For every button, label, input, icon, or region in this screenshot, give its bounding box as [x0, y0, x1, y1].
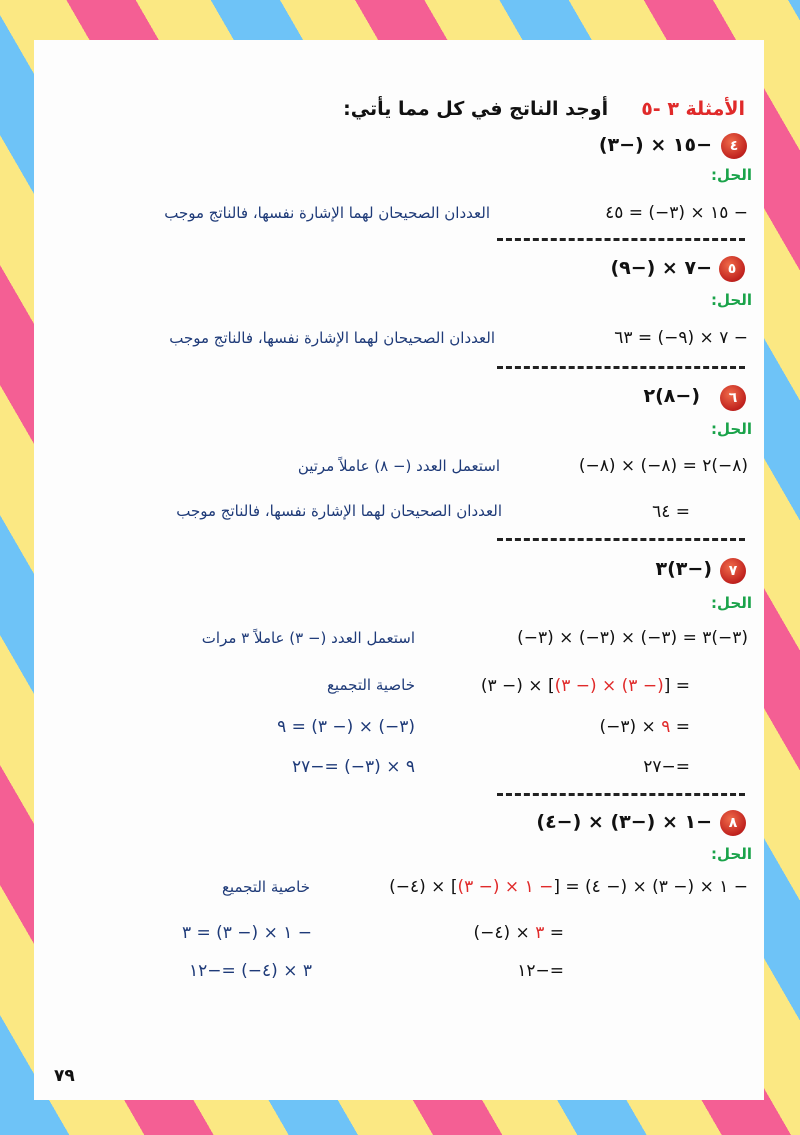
solution-label: الحل: — [711, 291, 752, 309]
item-7-expression: ٣(٣−) — [655, 558, 712, 580]
divider — [497, 238, 745, 241]
item-7-note-4: ٢٧−= (−٣) × ٩ — [292, 757, 415, 777]
highlight-value: ٩ — [661, 717, 671, 737]
item-8-step-3: ١٢−= — [517, 961, 564, 981]
item-badge-6: ٦ — [720, 385, 746, 411]
item-5-expression: (٩−) × ٧− — [610, 257, 712, 279]
item-7-note-3: ٩ = (٣ −) × (−٣) — [277, 717, 415, 737]
expr-part: ] = — [663, 676, 690, 696]
item-5-note-1: العددان الصحيحان لهما الإشارة نفسها، فالناتج موجب — [169, 329, 495, 347]
solution-label: الحل: — [711, 594, 752, 612]
item-8-expression: (٤−) × (٣−) × ١− — [536, 811, 712, 833]
expr-part: (−٤) × — [473, 923, 536, 943]
grouped-part: (٣ −) × ١ − — [457, 877, 554, 897]
divider — [497, 366, 745, 369]
grouped-part: (٣ −) × (٣ −) — [554, 676, 664, 696]
item-6-step-2: ٦٤ = — [652, 502, 690, 522]
item-4-expression: (٣−) × ١٥− — [598, 134, 712, 156]
item-6-step-1: (−٨) × (−٨) = ٢(−٨) — [578, 456, 748, 476]
item-8-step-2 — [474, 923, 565, 943]
item-badge-5: ٥ — [719, 256, 745, 282]
item-7-step-4: ٢٧−= — [643, 757, 690, 777]
solution-label: الحل: — [711, 845, 752, 863]
page-heading — [343, 98, 745, 120]
item-7-note-1: استعمل العدد (− ٣) عاملاً ٣ مرات — [201, 629, 415, 647]
highlight-value: ٣ — [535, 923, 545, 943]
item-6-note-2: العددان الصحيحان لهما الإشارة نفسها، فالناتج موجب — [176, 502, 502, 520]
solution-label: الحل: — [711, 166, 752, 184]
section-label: الأمثلة ٣ -٥ — [641, 98, 745, 120]
item-8-step-1 — [389, 877, 748, 897]
expr-part: = — [670, 717, 690, 737]
divider — [497, 793, 745, 796]
solution-label: الحل: — [711, 420, 752, 438]
item-4-step-1: ٤٥ = (−٣) × ١٥ − — [605, 203, 748, 223]
expr-part: (٣ −) × [ — [480, 676, 555, 696]
item-8-note-1: خاصية التجميع — [221, 878, 310, 896]
item-8-note-2: ٣ = (٣ −) × ١ − — [181, 923, 312, 943]
item-badge-7: ٧ — [720, 558, 746, 584]
item-7-step-3 — [600, 717, 691, 737]
item-5-step-1: ٦٣ = (−٩) × ٧ − — [614, 328, 748, 348]
item-7-step-1: (−٣) × (−٣) × (−٣) = ٣(−٣) — [517, 628, 748, 648]
expr-part: ] = (٤ −) × (٣ −) × ١ − — [553, 877, 748, 897]
item-7-note-2: خاصية التجميع — [326, 676, 415, 694]
textbook-page — [34, 40, 764, 1100]
item-8-note-3: ١٢−= (−٤) × ٣ — [189, 961, 312, 981]
item-7-step-2 — [481, 676, 690, 696]
item-6-note-1: استعمل العدد (− ٨) عاملاً مرتين — [297, 457, 500, 475]
expr-part: (−٤) × [ — [389, 877, 458, 897]
item-badge-4: ٤ — [721, 133, 747, 159]
divider — [497, 538, 745, 541]
item-badge-8: ٨ — [720, 810, 746, 836]
item-4-note-1: العددان الصحيحان لهما الإشارة نفسها، فالناتج موجب — [164, 204, 490, 222]
instruction: أوجد الناتج في كل مما يأتي: — [343, 98, 609, 120]
expr-part: = — [544, 923, 564, 943]
expr-part: (−٣) × — [599, 717, 662, 737]
page-number: ٧٩ — [54, 1066, 75, 1086]
item-6-expression: ٢(٨−) — [643, 385, 700, 407]
